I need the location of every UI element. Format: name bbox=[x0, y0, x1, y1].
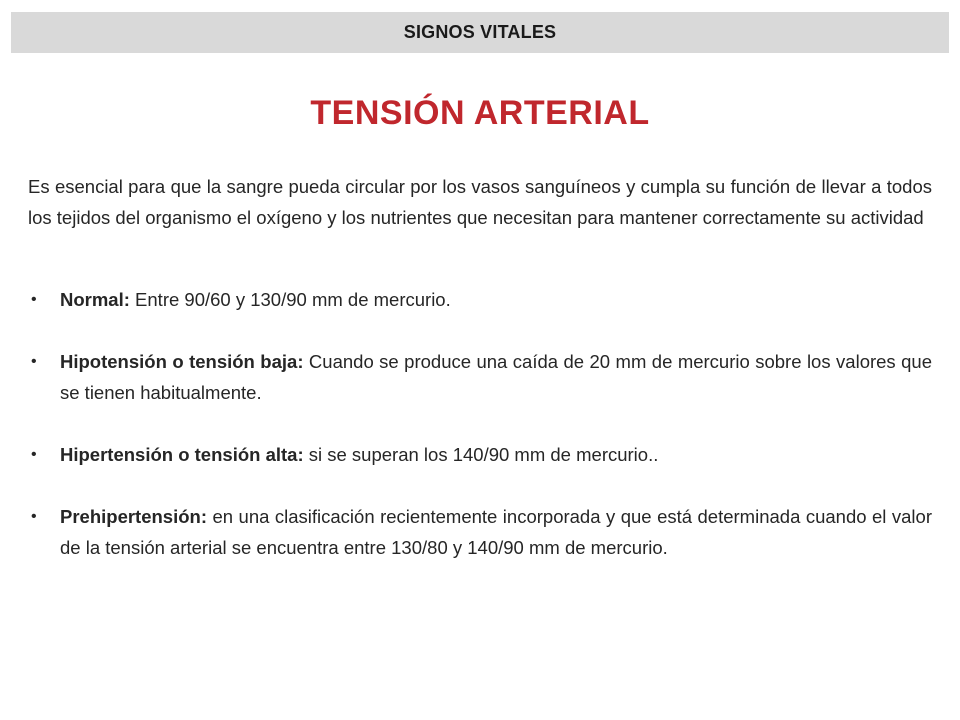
bullet-text: en una clasificación recientemente incorporada y que está determinada cuando el valor de la tensión arterial se encuentra entre 130/80 y 140/90 mm de mercurio. bbox=[60, 506, 932, 558]
bullet-text: si se superan los 140/90 mm de mercurio.. bbox=[303, 444, 659, 465]
bullet-item-normal bbox=[28, 284, 932, 315]
bullet-icon: • bbox=[31, 446, 37, 463]
header-bar bbox=[11, 12, 949, 53]
bullet-item-hipotension bbox=[28, 346, 932, 408]
bullet-term: Hipertensión o tensión alta: bbox=[60, 444, 304, 465]
bullet-term: Prehipertensión: bbox=[60, 506, 207, 527]
bullet-item-prehipertension bbox=[28, 501, 932, 563]
header-label: SIGNOS VITALES bbox=[403, 22, 557, 42]
bullet-icon: • bbox=[31, 353, 37, 370]
bullet-item-hipertension bbox=[28, 439, 932, 470]
bullet-icon: • bbox=[31, 291, 37, 308]
bullet-list bbox=[28, 284, 932, 594]
bullet-text: Entre 90/60 y 130/90 mm de mercurio. bbox=[129, 289, 451, 310]
intro-paragraph: Es esencial para que la sangre pueda circular por los vasos sanguíneos y cumpla su función de llevar a todos los tejidos del organismo el oxígeno y los nutrientes que necesitan para mantener correctamente su actividad bbox=[28, 176, 932, 228]
bullet-term: Hipotensión o tensión baja: bbox=[60, 351, 304, 372]
bullet-text: Cuando se produce una caída de 20 mm de mercurio sobre los valores que se tienen habitualmente. bbox=[60, 351, 932, 403]
bullet-term: Normal: bbox=[60, 289, 130, 310]
page-title: TENSIÓN ARTERIAL bbox=[310, 94, 650, 132]
bullet-icon: • bbox=[31, 508, 37, 525]
